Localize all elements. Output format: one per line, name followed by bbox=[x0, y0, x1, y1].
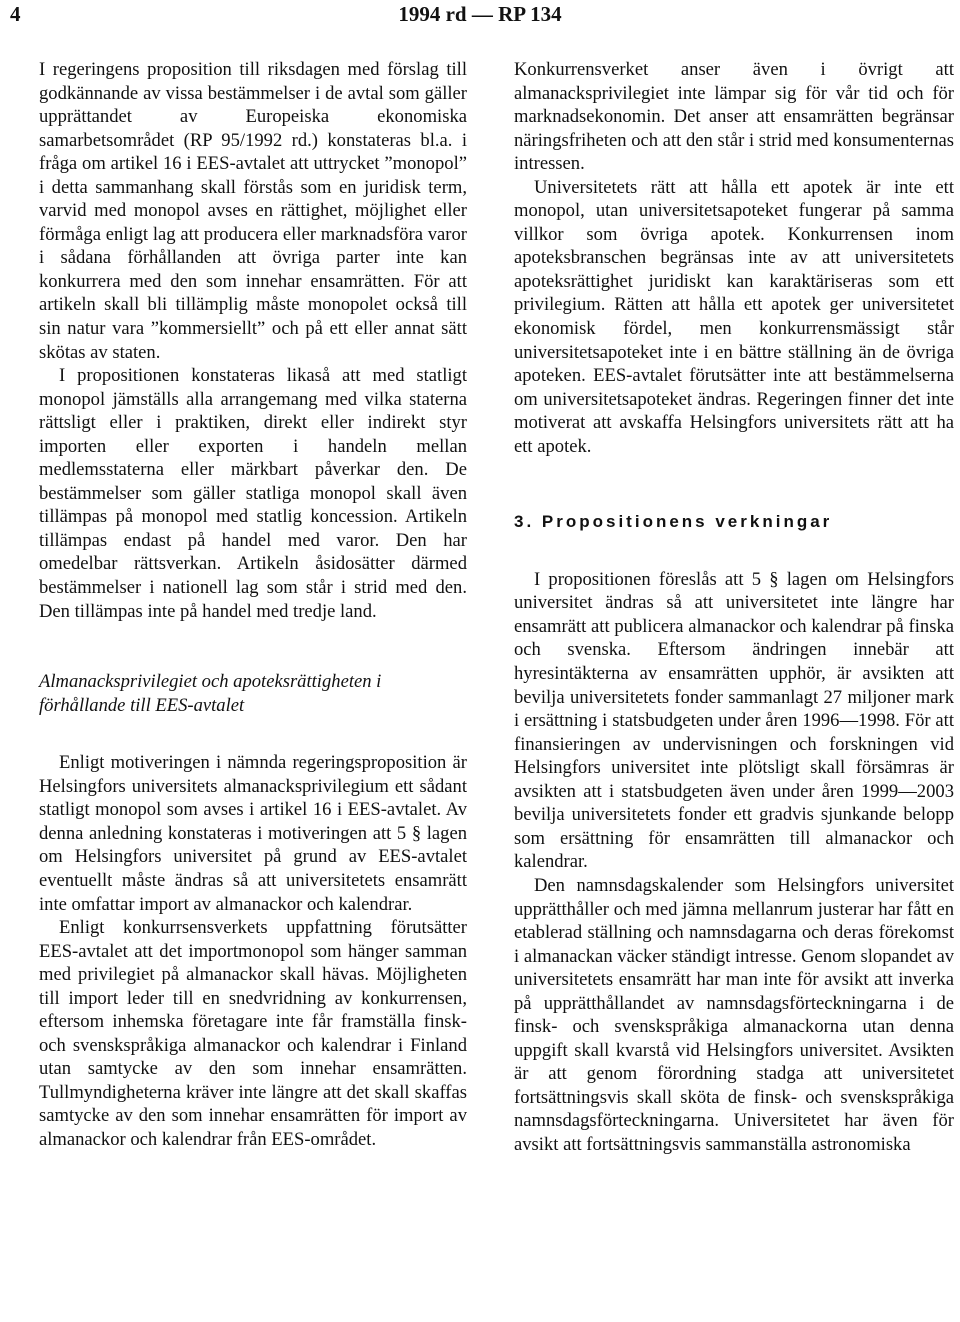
paragraph: Konkurrensverket anser även i övrigt att almanacksprivilegiet inte lämpar sig för vår tid och för marknadsekonomin. Det anser att ensamrätten begränsar näringsfriheten och att den står i strid med konsumenternas intressen. bbox=[514, 59, 954, 175]
left-column bbox=[39, 58, 467, 1152]
running-title: 1994 rd — RP 134 bbox=[398, 2, 562, 26]
paragraph: Universitetets rätt att hålla ett apotek är inte ett monopol, utan universitetsapoteket fungerar på samma villkor som övriga apotek. Konkurrensen inom apoteksbranschen begränsas inte av att universitetets apoteksrättighet juridiskt kan karaktäriseras som ett privilegium. Rätten att hålla ett apotek ger universitetet ekonomisk fördel, men konkurrensmässigt står universitetsapoteket inte i en bättre ställning än de övriga apoteken. EES-avtalet förutsätter inte att bestämmelserna om universitetsapoteket ändras. Regeringen finner det inte motiverat att avskaffa Helsingfors universitets rätt att ha ett apotek. bbox=[514, 176, 954, 457]
paragraph: I propositionen konstateras likaså att med statligt monopol jämställs alla arrangemang med vilka staterna rättsligt eller i praktiken, direkt eller indirekt styr importen eller exporten i handeln mellan medlemsstaterna eller märkbart påverkar den. De bestämmelser som gäller statliga monopol skall även tillämpas på monopol med statlig koncession. Artikeln tillämpas endast på handel med varor. Den har omedelbar rättsverkan. Artikeln åsidosätter därmed bestämmelser i nationell lag som står i strid med den. Den tillämpas inte på handel med tredje land. bbox=[39, 365, 467, 622]
section-subheading: Almanacksprivilegiet och apoteksrättigheten i förhållande till EES-avtalet bbox=[39, 671, 382, 716]
page-header bbox=[0, 0, 960, 40]
paragraph: Enligt konkurrsensverkets uppfattning förutsätter EES-avtalet att det importmonopol som hänger samman med privilegiet på almanackor skall hävas. Möjligheten till import leder till en snedvridning av konkurrensen, eftersom inhemska företagare inte får framställa finsk- och svenskspråkiga almanackor och kalendrar i Finland utan samtycke av den som innehar ensamrätten. Tullmyndigheterna kräver inte längre att det skall skaffas samtycke av den som innehar ensamrätten för import av almanackor och kalendrar från EES-området. bbox=[39, 917, 467, 1150]
paragraph: I propositionen föreslås att 5 § lagen om Helsingfors universitet ändras så att universitetet inte längre har ensamrätt att publicera almanackor och kalendrar på finska och svenska. Eftersom ändringen innebär att hyresintäkterna av ensamrätten upphör, är avsikten att bevilja universitetets fonder sammanlagt 27 miljoner mark i ersättning i statsbudgeten under åren 1996—1998. För att finansieringen av undervisningen och forskningen vid Helsingfors universitet inte plötsligt skall försämras är avsikten att i statsbudgeten även under åren 1999—2003 bevilja universitetets fonder ett gradvis sjunkande belopp som ersättning för ensamrätten till almanackor och kalendrar. bbox=[514, 568, 954, 873]
right-column bbox=[514, 58, 954, 1157]
section-heading: 3. Propositionens verkningar bbox=[514, 512, 833, 532]
page-number: 4 bbox=[10, 2, 21, 26]
paragraph: Enligt motiveringen i nämnda regeringsproposition är Helsingfors universitets almanacksprivilegium ett sådant statligt monopol som avses i artikel 16 i EES-avtalet. Av denna anledning konstateras i motiveringen att 5 § lagen om Helsingfors universitet på grund av EES-avtalet eventuellt måste ändras så att universitetets ensamrätt inte omfattar import av almanackor och kalendrar. bbox=[39, 752, 467, 915]
paragraph: Den namnsdagskalender som Helsingfors universitet upprätthåller och med jämna mellanrum justerar har fått en etablerad ställning och namnsdagarna och deras förekomst i almanackan väcker ständigt intresse. Genom slopandet av universitetets ensamrätt har man inte för avsikt att inverka på upprätthållandet av namnsdagsförteckningarna i de finsk- och svenskspråkiga almanackorna utan denna uppgift skall kvarstå vid Helsingfors universitet. Avsikten är att genom förordning stadga att universitetet fortsättningsvis skall sköta de finsk- och svenskspråkiga namnsdagsförteckningarna. Universitetet har även för avsikt att fortsättningsvis sammanställa astronomiska bbox=[514, 874, 954, 1155]
paragraph: I regeringens proposition till riksdagen med förslag till godkännande av vissa bestämmelser i de avtal som gäller upprättandet av Europeiska ekonomiska samarbetsområdet (RP 95/1992 rd.) konstateras bl.a. i fråga om artikel 16 i EES-avtalet att uttrycket ”monopol” i detta sammanhang skall förstås som en juridisk term, varvid med monopol avses en rättighet, möjlighet eller förmåga enligt lag att producera eller marknadsföra varor i sådana förhållanden att övriga parter inte kan konkurrera med den som innehar ensamrätten. För att artikeln skall bli tillämplig måste monopolet också till sin natur vara ”kommersiellt” och på ett eller annat sätt skötas av staten. bbox=[39, 59, 467, 363]
